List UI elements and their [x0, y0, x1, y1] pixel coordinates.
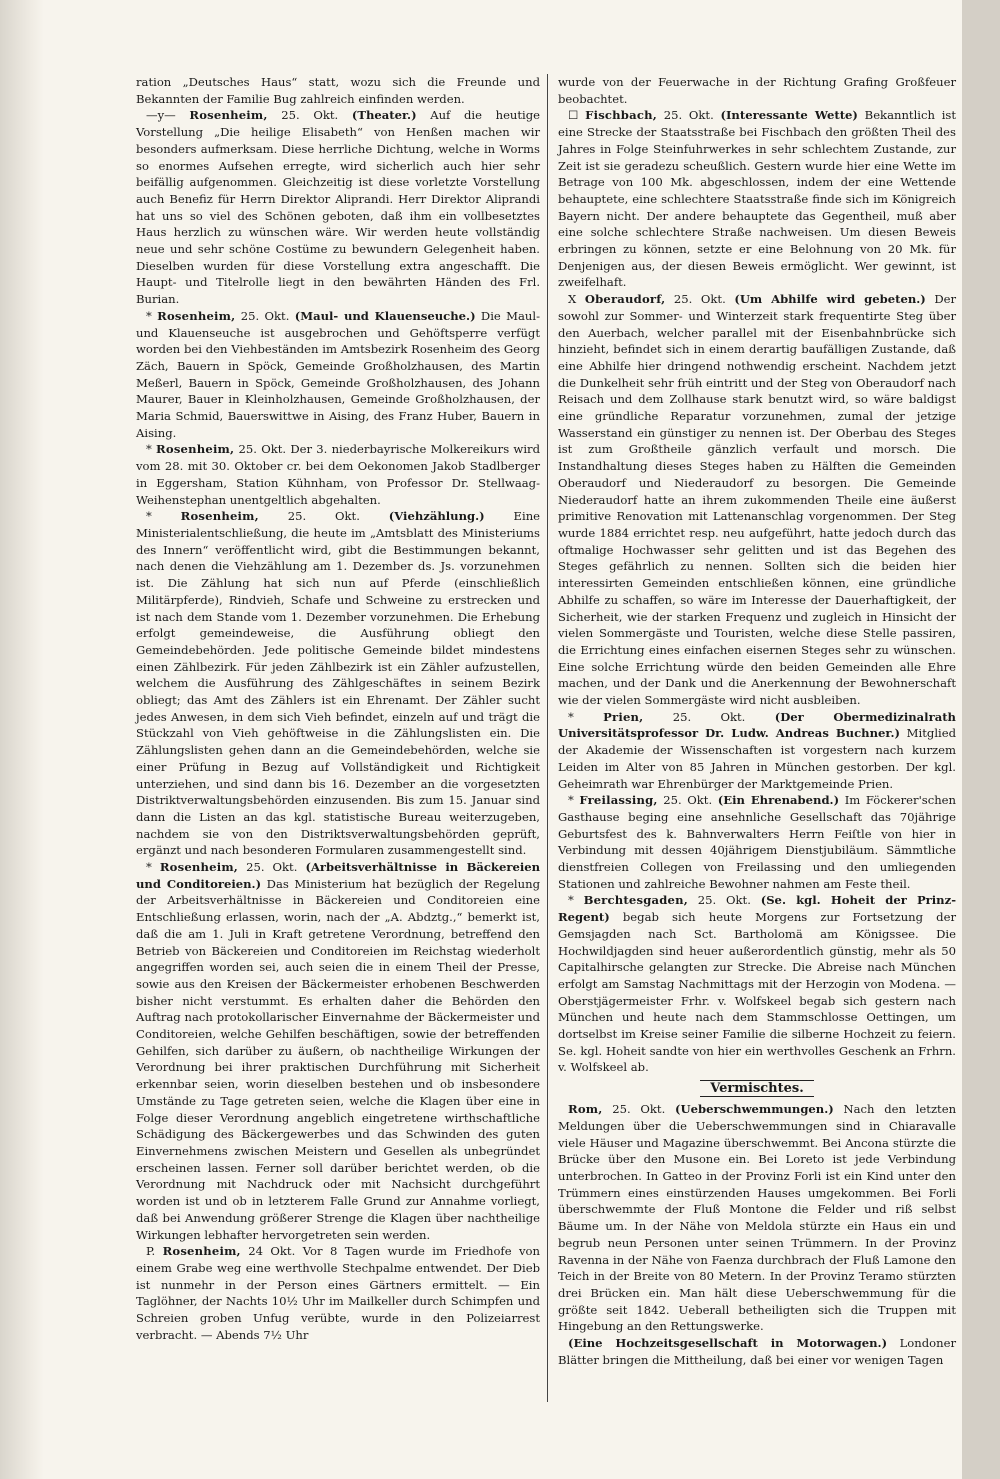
article-freilassing — [558, 792, 956, 892]
article-text: Vor 8 Tagen wurde im Friedhofe von einem Grabe weg eine werthvolle Stechpalme entwendet. Der Dieb ist nunmehr in der Person eines Gärtners ermittelt. — Ein Taglöhner, der Nachts 10½ Uhr im Mailkeller durch Schimpfen und Schreien groben Unfug verübte, wurde in den Polizeiarrest verbracht. — Abends 7½ Uhr — [136, 1244, 541, 1342]
article-mark: * — [568, 793, 574, 808]
article-mark: * — [146, 308, 152, 323]
article-klauenseuche — [136, 308, 540, 442]
article-date: 25. Okt. — [612, 1102, 666, 1117]
article-oberaudorf — [558, 291, 956, 709]
article-text: begab sich heute Morgens zur Fortsetzung der Gemsjagden nach Sct. Bartholomä am Königssee. Die Hochwildjagden sind heuer außerordentlich günstig, mehr als 50 Capitalhirsche gelangten zur Strecke. Die Abreise nach München erfolgt am Samstag Nachmittags mit der Herzogin von Modena. — Oberstjägermeister Frhr. v. Wolfskeel begab sich gestern nach München und heute nach dem Stammschlosse Oettingen, um dortselbst im Kreise seiner Familie die silberne Hochzeit zu feiern. Se. kgl. Hoheit sandte von hier ein werthvolles Geschenk an Frhrn. v. Wolfskeel ab. — [558, 910, 956, 1075]
article-date: 25. Okt. — [663, 793, 713, 808]
article-text: Der 3. niederbayrische Molkereikurs wird vom 28. mit 30. Oktober cr. bei dem Oekonomen Jakob Stadlberger in Eggersham, Station Kühnham, von Professor Dr. Stellwaag-Weihenstephan unentgeltlich abgehalten. — [136, 442, 540, 507]
article-text: Mitglied der Akademie der Wissenschaften ist vorgestern nach kurzem Leiden im Alter von 85 Jahren in München gestorben. Der kgl. Geheimrath war Ehrenbürger der Marktgemeinde Prien. — [558, 726, 957, 791]
article-continuation: ration „Deutsches Haus“ statt, wozu sich die Freunde und Bekannten der Familie Bug zahlreich einfinden werden. — [136, 75, 540, 106]
article-mark: * — [568, 893, 574, 908]
article-theater — [136, 107, 540, 307]
article-text: Auf die heutige Vorstellung „Die heilige Elisabeth“ von Henßen machen wir besonders aufmerksam. Diese herrliche Dichtung, welche in Worms so enormes Aufsehen erregte, wird sicherlich auch hier sehr beifällig aufgenommen. Gleichzeitig ist diese vorletzte Vorstellung auch Benefiz für Herrn Direktor Aliprandi. Herr Direktor Aliprandi hat uns so viel des Schönen geboten, daß ihm ein vollbesetztes Haus herzlich zu wünschen wäre. Wir werden heute vollständig neue und sehr schöne Costüme zu bewundern Gelegenheit haben. Dieselben wurden für diese Vorstellung extra angeschafft. Die Haupt- und Titelrolle liegt in den bewährten Händen des Frl. Burian. — [136, 108, 541, 307]
article-mark: * — [146, 509, 152, 524]
article-berchtesgaden — [558, 892, 956, 1076]
article-date: 25. Okt. — [246, 860, 298, 875]
article-topic: (Der Obermedizinalrath Universitätsprofessor Dr. Ludw. Andreas Buchner.) — [558, 709, 956, 741]
article-topic: (Interessante Wette) — [720, 108, 858, 123]
article-date: 25. Okt. — [281, 108, 339, 123]
article-mark: X — [568, 292, 577, 307]
article-date: 25. Okt. — [663, 108, 714, 123]
article-text: Der sowohl zur Sommer- und Winterzeit stark frequentirte Steg über den Auerbach, welcher parallel mit der Eisenbahnbrücke sich hinzieht, befindet sich in einem derartig baufälligen Zustande, daß eine Abhilfe hier dringend nothwendig erscheint. Nachdem jetzt die Dunkelheit sehr früh eintritt und der Steg von Oberaudorf nach Reisach und dem Zollhause stark benutzt wird, so wäre baldigst eine gründliche Reparatur vorzunehmen, zumal der jetzige Wasserstand ein günstiger zu nennen ist. Der Oberbau des Steges ist zum Großtheile gänzlich verfault und morsch. Die Instandhaltung dieses Steges haben zu Hälften die Gemeinden Oberaudorf und Niederaudorf zu besorgen. Die Gemeinde Niederaudorf hatte an ihrem zukommenden Theile eine äußerst primitive Renovation mit Lattenanschlag vorgenommen. Der Steg wurde 1884 errichtet resp. neu aufgeführt, hatte jedoch durch das oftmalige Hochwasser sehr gelitten und ist das Begehen des Steges gefährlich zu nennen. Sollten sich die beiden hier interessirten Gemeinden entschließen können, eine gründliche Abhilfe zu schaffen, so wäre im Interesse der Dauerhaftigkeit, der Sicherheit, wie der starken Frequenz und zugleich in Hinsicht der vielen Sommergäste und Touristen, welche diese Stelle passiren, die Errichtung eines einfachen eisernen Steges sehr zu wünschen. Eine solche Errichtung würde den beiden Gemeinden alle Ehre machen, und der Dank und die Anerkennung der Bewohnerschaft wie der vielen Sommergäste wird nicht ausbleiben. — [558, 292, 957, 708]
article-topic: (Arbeitsverhältnisse in Bäckereien und Conditoreien.) — [136, 860, 541, 891]
article-date: 25. Okt. — [287, 509, 360, 524]
article-baeckereien — [136, 859, 540, 1243]
dateline: Prien, — [603, 709, 644, 724]
dateline: Rosenheim, — [159, 860, 239, 875]
article-date: 24 Okt. — [248, 1244, 296, 1259]
right-column — [558, 74, 956, 1368]
article-topic: (Eine Hochzeitsgesellschaft in Motorwagen.) — [568, 1336, 888, 1351]
article-date: 25. Okt. — [240, 308, 290, 323]
article-text: Londoner Blätter bringen die Mittheilung, daß bei einer vor wenigen Tagen — [558, 1336, 956, 1367]
section-title-text: Vermischtes. — [700, 1080, 814, 1097]
dateline: Rom, — [568, 1102, 603, 1117]
page-left-margin — [0, 0, 44, 1479]
section-title — [558, 1080, 956, 1098]
article-date: 25. Okt. — [673, 292, 726, 307]
article-topic: (Viehzählung.) — [388, 509, 485, 524]
article-friedhof — [136, 1243, 540, 1343]
dateline: Fischbach, — [585, 108, 657, 123]
article-text: Die Maul- und Klauenseuche ist ausgebrochen und Gehöftsperre verfügt worden bei den Viehbeständen im Amtsbezirk Rosenheim des Georg Zäch, Bauern in Spöck, Gemeinde Großholzhausen, des Martin Meßerl, Bauern in Spöck, Gemeinde Großholzhausen, des Johann Maurer, Bauer in Kleinholzhausen, Gemeinde Großholzhausen, der Maria Schmid, Bauerswittwe in Aising, des Franz Huber, Bauern in Aising. — [136, 308, 541, 440]
article-rom — [558, 1101, 956, 1335]
article-text: Das Ministerium hat bezüglich der Regelung der Arbeitsverhältnisse in Bäckereien und Conditoreien eine Entschließung erlassen, worin, nach der „A. Abdztg.,“ bemerkt ist, daß die am 1. Juli in Kraft getretene Verordnung, betreffend den Betrieb von Bäckereien und Conditoreien im Reichstag wiederholt angegriffen worden sei, auch seien die in einem Theil der Presse, sowie aus den Kreisen der Bäckermeister erhobenen Beschwerden bisher nicht verstummt. Es erhalten daher die Behörden den Auftrag nach protokollarischer Einvernahme der Bäckermeister und Conditoreien, welche Gehilfen beschäftigen, sowie der betreffenden Gehilfen, sich darüber zu äußern, ob nachtheilige Wirkungen der Verordnung bei ihrer praktischen Durchführung mit Sicherheit erkennbar seien, worin dieselben bestehen und ob insbesondere Umstände zu Tage getreten seien, welche die Klagen über eine in Folge dieser Verordnung angeblich eingetretene wirthschaftliche Schädigung des Bäckergewerbes und das Schwinden des guten Einvernehmens zwischen Meistern und Gesellen als unbegründet erscheinen lassen. Ferner soll darüber berichtet werden, ob die Verordnung mit Nachdruck oder mit Nachsicht durchgeführt worden ist und ob in letzterem Falle Grund zur Annahme vorliegt, daß bei Anwendung größerer Strenge die Klagen über nachtheilige Wirkungen lebhafter hervorgetreten sein werden. — [136, 876, 540, 1242]
article-text: Eine Ministerialentschließung, die heute im „Amtsblatt des Ministeriums des Innern“ veröffentlicht wird, gibt die Bestimmungen bekannt, nach denen die Viehzählung am 1. Dezember ds. Js. vorzunehmen ist. Die Zählung hat sich nun auf Pferde (einschließlich Militärpferde), Rindvieh, Schafe und Schweine zu erstrecken und ist nach dem Stande vom 1. Dezember vorzunehmen. Die Erhebung erfolgt gemeindeweise, die Ausführung obliegt den Gemeindebehörden. Jede politische Gemeinde bildet mindestens einen Zählbezirk. Für jeden Zählbezirk ist ein Zähler aufzustellen, welchem die Ausführung des Zählgeschäftes in seinem Bezirk obliegt; das Amt des Zählers ist ein Ehrenamt. Der Zähler sucht jedes Anwesen, in dem sich Vieh befindet, einzeln auf und trägt die Stückzahl von Vieh gehöftweise in die Zählungslisten ein. Die Zählungslisten gehen dann an die Gemeindebehörden, welche sie einer Prüfung in Bezug auf Vollständigkeit und Richtigkeit unterziehen, und sind dann bis 16. Dezember an die vorgesetzten Distriktverwaltungsbehörden einzusenden. Bis zum 15. Januar sind dann die Listen an das kgl. statistische Bureau weiterzugeben, nachdem sie von den Distriktsverwaltungsbehörden geprüft, ergänzt und nach besonderen Formularen zusammengestellt sind. — [136, 509, 541, 858]
article-date: 25. Okt. — [672, 709, 746, 724]
page-right-edge — [962, 0, 1000, 1479]
article-mark: * — [146, 442, 152, 457]
article-date: 25. Okt. — [238, 442, 287, 457]
article-mark: * — [568, 709, 574, 724]
article-mark: —y— — [146, 108, 176, 123]
article-topic: (Se. kgl. Hoheit der Prinz-Regent) — [558, 893, 957, 925]
article-topic: (Maul- und Klauenseuche.) — [294, 308, 476, 323]
article-molkereikurs — [136, 441, 540, 508]
dateline: Oberaudorf, — [584, 292, 666, 307]
dateline: Rosenheim, — [157, 308, 236, 323]
article-topic: (Ueberschwemmungen.) — [675, 1102, 834, 1117]
article-text: Bekanntlich ist eine Strecke der Staatsstraße bei Fischbach den größten Theil des Jahres in Folge Steinfuhrwerkes in sehr schlechtem Zustande, zur Zeit ist sie geradezu scheußlich. Gestern wurde hier eine Wette im Betrage von 100 Mk. abgeschlossen, indem der eine Wettende behauptete, eine schlechtere Staatsstraße finde sich im Königreich Bayern nicht. Der andere behauptete das Gegentheil, muß aber eine solche schlechtere Straße nachweisen. Um diesen Beweis erbringen zu können, setzte er eine Belohnung von 20 Mk. für Denjenigen aus, der diesen Beweis ermöglicht. Wer gewinnt, ist zweifelhaft. — [558, 108, 957, 290]
article-topic: (Um Abhilfe wird gebeten.) — [734, 292, 926, 307]
article-text: Im Föckerer'schen Gasthause beging eine ansehnliche Gesellschaft das 70jährige Geburtsfest des k. Bahnverwalters Herrn Feiſtle von hier in Verbindung mit dessen 40jährigem Dienstjubiläum. Sämmtliche dienstfreien Collegen von Freilassing und den umliegenden Stationen und zahlreiche Bewohner nahmen am Feste theil. — [558, 793, 956, 891]
article-topic: (Theater.) — [351, 108, 417, 123]
dateline: Rosenheim, — [189, 108, 268, 123]
article-mark: * — [146, 860, 152, 875]
dateline: Rosenheim, — [180, 509, 259, 524]
column-divider — [547, 74, 548, 1402]
article-continuation: wurde von der Feuerwache in der Richtung Grafing Großfeuer beobachtet. — [558, 75, 956, 106]
article-text: Nach den letzten Meldungen über die Ueberschwemmungen sind in Chiaravalle viele Häuser und Magazine überschwemmt. Bei Ancona stürzte die Brücke über den Musone ein. Bei Loreto ist jede Verbindung unterbrochen. In Gatteo in der Provinz Forli ist ein Kind unter den Trümmern eines einstürzenden Hauses umgekommen. Bei Forli überschwemmte der Fluß Montone die Felder und riß selbst Bäume um. In der Nähe von Meldola stürzte ein Haus ein und begrub neun Personen unter seinen Trümmern. In der Provinz Ravenna in der Nähe von Faenza durchbrach der Fluß Lamone den Teich in der Breite von 80 Metern. In der Provinz Teramo stürzten drei Brücken ein. Man hält diese Ueberschwemmung für die größte seit 1842. Ueberall betheiligten sich die Truppen mit Hingebung an den Rettungswerke. — [558, 1102, 957, 1334]
article-date: 25. Okt. — [697, 893, 751, 908]
dateline: Berchtesgaden, — [583, 893, 688, 908]
article-prien — [558, 709, 956, 793]
dateline: Freilassing, — [579, 793, 658, 808]
article-mark: P. — [146, 1244, 156, 1259]
article-fischbach — [558, 107, 956, 291]
dateline: Rosenheim, — [162, 1244, 241, 1259]
article-hochzeit — [558, 1335, 956, 1368]
article-topic: (Ein Ehrenabend.) — [717, 793, 840, 808]
left-column — [136, 74, 540, 1343]
article-viehzaehlung — [136, 508, 540, 859]
article-mark: ☐ — [568, 108, 579, 123]
dateline: Rosenheim, — [156, 442, 235, 457]
